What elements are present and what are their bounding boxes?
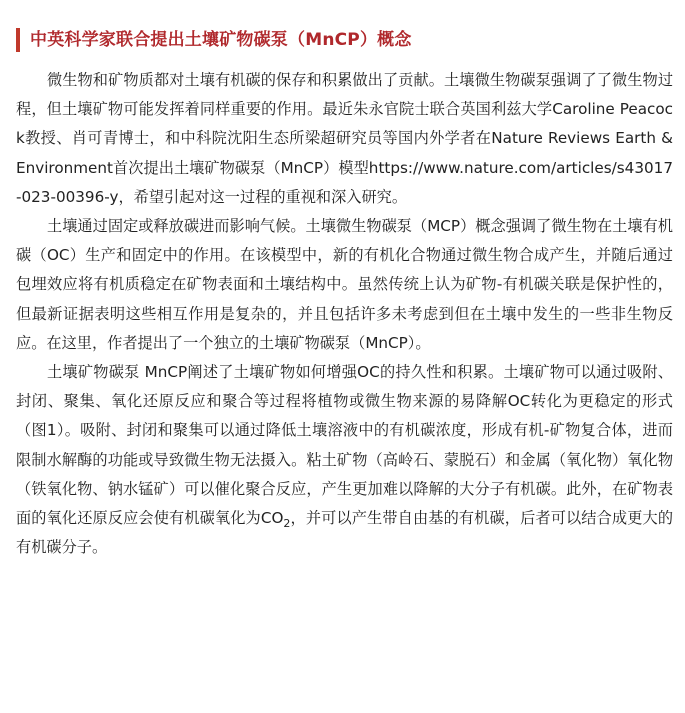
co2-subscript: 2 xyxy=(283,517,291,531)
title-row xyxy=(16,26,673,56)
title-accent-bar xyxy=(16,28,20,52)
paragraph-3-text-a: 土壤矿物碳泵 MnCP阐述了土壤矿物如何增强OC的持久性和积累。土壤矿物可以通过吸附、封闭、聚集、氧化还原反应和聚合等过程将植物或微生物来源的易降解OC转化为更稳定的形式（图1）。吸附、封闭和聚集可以通过降低土壤溶液中的有机碳浓度，形成有机-矿物复合体，进而限制水解酶的功能或导致微生物无法摄入。粘土矿物（高岭石、蒙脱石）和金属（氧化物）氧化物（铁氧化物、钠水锰矿）可以催化聚合反应，产生更加难以降解的大分子有机碳。此外，在矿物表面的氧化还原反应会使有机碳氧化为CO xyxy=(16,363,673,528)
paragraph-1: 微生物和矿物质都对土壤有机碳的保存和积累做出了贡献。土壤微生物碳泵强调了了微生物过程，但土壤矿物可能发挥着同样重要的作用。最近朱永官院士联合英国利兹大学Caroline Peacock教授、肖可青博士，和中科院沈阳生态所梁超研究员等国内外学者在Nature Reviews Earth & Environment首次提出土壤矿物碳泵（MnCP）模型https://www.nature.com/articles/s43017-023-00396-y，希望引起对这一过程的重视和深入研究。 xyxy=(16,71,673,206)
article-title: 中英科学家联合提出土壤矿物碳泵（MnCP）概念 xyxy=(30,30,412,50)
paragraph-3 xyxy=(16,358,673,562)
paragraph-3-text-b: ，并可以产生带自由基的有机碳，后者可以结合成更大的有机碳分子。 xyxy=(16,509,674,557)
paragraph-2: 土壤通过固定或释放碳进而影响气候。土壤微生物碳泵（MCP）概念强调了微生物在土壤有机碳（OC）生产和固定中的作用。在该模型中，新的有机化合物通过微生物合成产生，并随后通过包埋效应将有机质稳定在矿物表面和土壤结构中。虽然传统上认为矿物-有机碳关联是保护性的，但最新证据表明这些相互作用是复杂的，并且包括许多未考虑到但在土壤中发生的一些非生物反应。在这里，作者提出了一个独立的土壤矿物碳泵（MnCP）。 xyxy=(16,217,673,352)
